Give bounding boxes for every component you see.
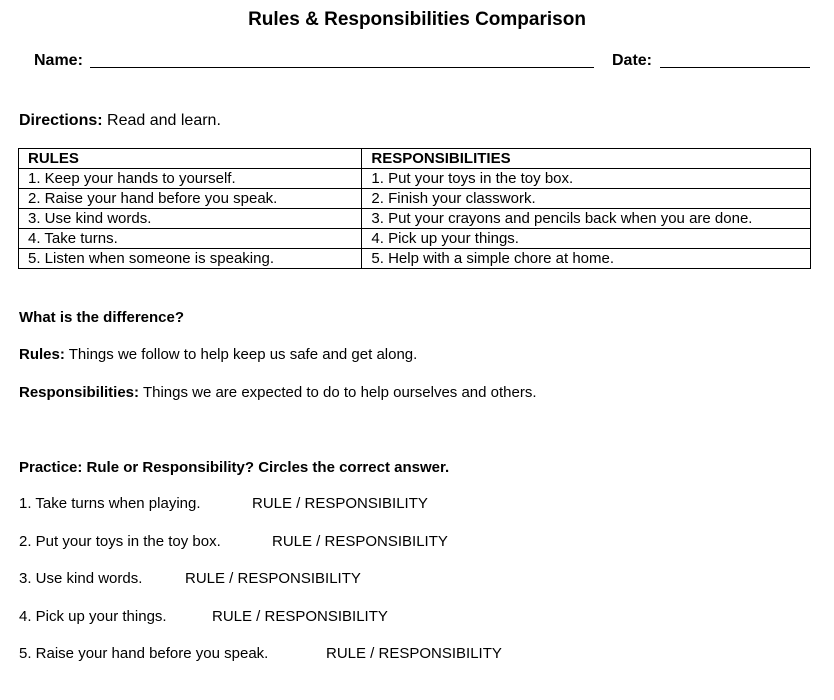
directions: [19, 111, 221, 131]
responsibility-cell: 4. Pick up your things.: [362, 229, 811, 249]
comparison-table: [18, 148, 811, 269]
responsibilities-definition-label: Responsibilities:: [19, 384, 140, 401]
practice-question: 5. Raise your hand before you speak.: [19, 645, 269, 662]
directions-label: Directions:: [19, 112, 103, 129]
practice-item: [19, 494, 428, 514]
table-row: [19, 169, 811, 189]
practice-question: 3. Use kind words.: [19, 570, 143, 587]
date-field[interactable]: [660, 67, 810, 68]
table-row: [19, 189, 811, 209]
table-row: [19, 229, 811, 249]
table-row: [19, 209, 811, 229]
practice-choice[interactable]: RULE / RESPONSIBILITY: [252, 495, 428, 512]
difference-heading: What is the difference?: [19, 309, 185, 326]
header-rules: RULES: [19, 149, 362, 169]
date-label: Date:: [612, 52, 653, 69]
practice-item: [19, 532, 448, 552]
name-label: Name:: [34, 52, 83, 69]
rule-cell: 4. Take turns.: [19, 229, 362, 249]
practice-item: [19, 644, 502, 664]
page-title: Rules & Responsibilities Comparison: [248, 9, 586, 30]
rule-cell: 5. Listen when someone is speaking.: [19, 249, 362, 269]
responsibilities-definition-text: Things we are expected to do to help ourselves and others.: [142, 384, 537, 401]
practice-choice[interactable]: RULE / RESPONSIBILITY: [272, 533, 448, 550]
name-field[interactable]: [90, 67, 594, 68]
directions-text: Read and learn.: [107, 112, 221, 129]
practice-choice[interactable]: RULE / RESPONSIBILITY: [185, 570, 361, 587]
practice-question: 2. Put your toys in the toy box.: [19, 533, 221, 550]
responsibility-cell: 1. Put your toys in the toy box.: [362, 169, 811, 189]
practice-choice[interactable]: RULE / RESPONSIBILITY: [326, 645, 502, 662]
table-header-row: [19, 149, 811, 169]
responsibility-cell: 3. Put your crayons and pencils back when you are done.: [362, 209, 811, 229]
rules-definition-text: Things we follow to help keep us safe and get along.: [68, 346, 418, 363]
practice-choice[interactable]: RULE / RESPONSIBILITY: [212, 608, 388, 625]
practice-question: 4. Pick up your things.: [19, 608, 167, 625]
header-responsibilities: RESPONSIBILITIES: [362, 149, 811, 169]
name-date-row: [0, 50, 834, 72]
rule-cell: 3. Use kind words.: [19, 209, 362, 229]
practice-item: [19, 569, 361, 589]
practice-question: 1. Take turns when playing.: [19, 495, 201, 512]
responsibility-cell: 5. Help with a simple chore at home.: [362, 249, 811, 269]
practice-heading: Practice: Rule or Responsibility? Circles the correct answer.: [19, 459, 450, 476]
rule-cell: 1. Keep your hands to yourself.: [19, 169, 362, 189]
table-row: [19, 249, 811, 269]
practice-item: [19, 607, 388, 627]
responsibilities-definition: [19, 383, 537, 403]
rule-cell: 2. Raise your hand before you speak.: [19, 189, 362, 209]
responsibility-cell: 2. Finish your classwork.: [362, 189, 811, 209]
rules-definition-label: Rules:: [19, 346, 65, 363]
rules-definition: [19, 345, 417, 365]
